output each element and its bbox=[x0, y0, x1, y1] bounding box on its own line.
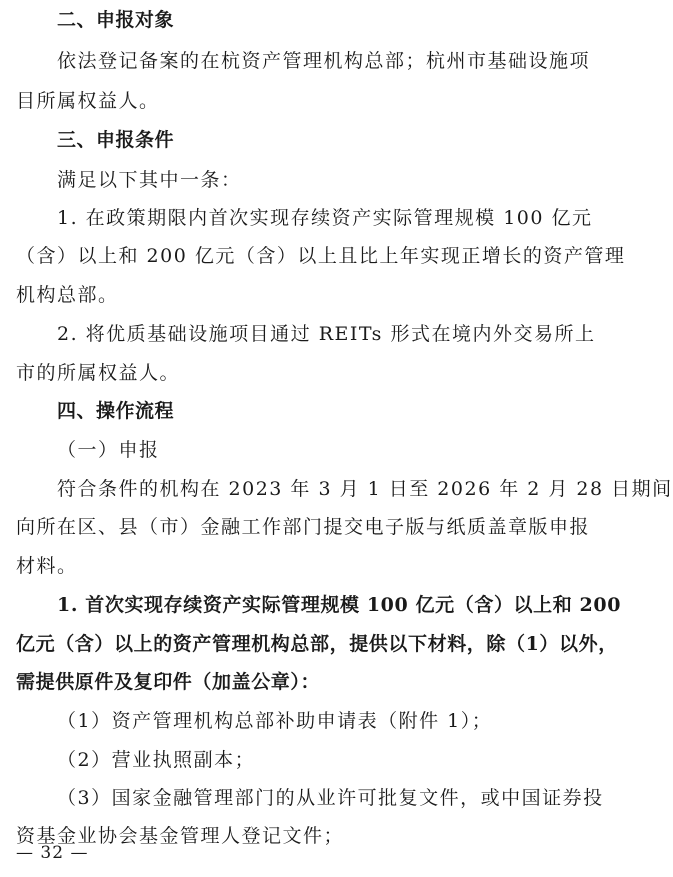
paragraph-line: 满足以下其中一条： bbox=[57, 169, 242, 191]
paragraph-line-bold: 亿元（含）以上的资产管理机构总部，提供以下材料，除（1）以外， bbox=[16, 633, 618, 655]
list-item: （3）国家金融管理部门的从业许可批复文件，或中国证券投 bbox=[57, 787, 604, 809]
paragraph-line: 1. 在政策期限内首次实现存续资产实际管理规模 100 亿元 bbox=[57, 207, 593, 229]
paragraph-line: 材料。 bbox=[16, 555, 78, 577]
paragraph-line: 目所属权益人。 bbox=[16, 90, 160, 112]
section-heading-procedure: 四、操作流程 bbox=[57, 400, 175, 422]
list-item: （2）营业执照副本； bbox=[57, 749, 256, 771]
list-item: （1）资产管理机构总部补助申请表（附件 1）； bbox=[57, 710, 493, 732]
paragraph-line: 市的所属权益人。 bbox=[16, 362, 181, 384]
section-heading-applicants: 二、申报对象 bbox=[57, 9, 175, 31]
subsection-heading-application: （一）申报 bbox=[57, 439, 160, 461]
paragraph-line-bold: 1. 首次实现存续资产实际管理规模 100 亿元（含）以上和 200 bbox=[57, 594, 622, 616]
list-item: 资基金业协会基金管理人登记文件； bbox=[16, 825, 345, 847]
paragraph-line: 向所在区、县（市）金融工作部门提交电子版与纸质盖章版申报 bbox=[16, 516, 591, 538]
paragraph-line: 2. 将优质基础设施项目通过 REITs 形式在境内外交易所上 bbox=[57, 323, 596, 345]
section-heading-conditions: 三、申报条件 bbox=[57, 129, 175, 151]
paragraph-line: 机构总部。 bbox=[16, 284, 119, 306]
paragraph-line: （含）以上和 200 亿元（含）以上且比上年实现正增长的资产管理 bbox=[16, 245, 626, 267]
paragraph-line-bold: 需提供原件及复印件（加盖公章）： bbox=[16, 671, 321, 693]
paragraph-line: 依法登记备案的在杭资产管理机构总部；杭州市基础设施项 bbox=[57, 50, 591, 72]
paragraph-line: 符合条件的机构在 2023 年 3 月 1 日至 2026 年 2 月 28 日期间 bbox=[57, 478, 673, 500]
page-number: — 32 — bbox=[16, 843, 89, 863]
